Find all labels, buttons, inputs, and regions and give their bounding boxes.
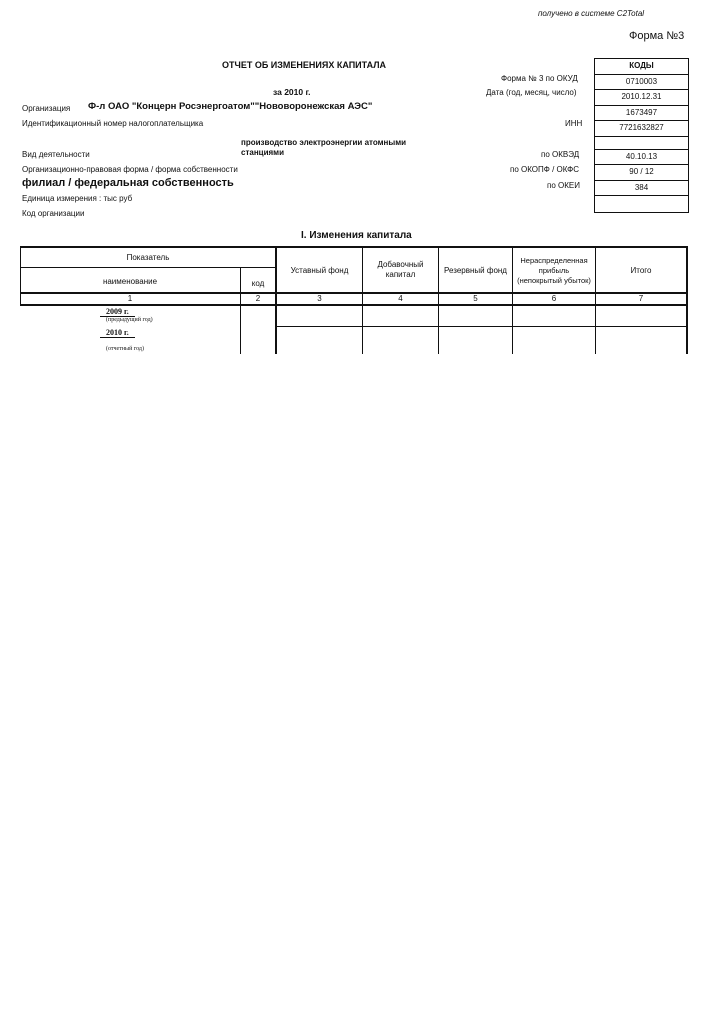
col-number-2: 2 (255, 294, 261, 303)
activity-line2: станциями (241, 148, 284, 157)
okei-code: 384 (595, 181, 688, 197)
row-previous-year (100, 307, 135, 317)
retained-earnings-header (513, 256, 595, 286)
retained-earnings-line1: Нераспределенная (520, 256, 588, 265)
col-number-4: 4 (398, 294, 403, 303)
okud-label: Форма № 3 по ОКУД (501, 74, 578, 83)
row-reporting-year-note: (отчетный год) (106, 346, 144, 352)
codes-box (594, 58, 689, 213)
additional-capital-line2: капитал (385, 270, 416, 279)
org-name: Ф-л ОАО "Концерн Росэнергоатом""Нововоронежская АЭС" (88, 101, 373, 112)
col-number-3: 3 (317, 294, 322, 303)
okei-label: по ОКЕИ (547, 181, 580, 190)
capital-changes-table (20, 246, 688, 354)
date-code: 2010.12.31 (595, 90, 688, 106)
col-number-1: 1 (127, 294, 133, 303)
total-header: Итого (630, 266, 652, 275)
additional-capital-header (363, 260, 438, 280)
org-label: Организация (22, 104, 71, 113)
legal-form-value: филиал / федеральная собственность (22, 177, 234, 189)
row-previous-year-value: 2009 г. (106, 307, 129, 316)
org-code-cell (595, 196, 688, 213)
reserve-fund-header: Резервный фонд (444, 266, 507, 275)
legal-form-label: Организационно-правовая форма / форма собственности (22, 165, 238, 174)
section-title: I. Изменения капитала (301, 230, 412, 241)
report-period: за 2010 г. (273, 87, 311, 97)
inn-code: 7721632827 (595, 121, 688, 137)
col-number-6: 6 (551, 294, 557, 303)
unit-label: Единица измерения : тыс руб (22, 194, 133, 203)
name-header: наименование (102, 277, 158, 286)
okopf-label: по ОКОПФ / ОКФС (510, 165, 579, 174)
col-number-7: 7 (638, 294, 644, 303)
row-reporting-year-value: 2010 г. (106, 328, 129, 337)
okud-code: 0710003 (595, 75, 688, 91)
okved-label: по ОКВЭД (541, 150, 580, 159)
activity-line1: производство электроэнергии атомными (241, 138, 407, 147)
additional-capital-line1: Добавочный (377, 260, 424, 269)
retained-earnings-line2: прибыль (538, 266, 570, 275)
row-reporting-year (100, 328, 135, 338)
form-number: Форма №3 (629, 30, 685, 42)
col-number-5: 5 (473, 294, 478, 303)
okopf-code: 90 / 12 (595, 165, 688, 181)
okpo-code: 1673497 (595, 106, 688, 122)
report-title: ОТЧЕТ ОБ ИЗМЕНЕНИЯХ КАПИТАЛА (222, 60, 387, 70)
org-code-label: Код организации (22, 209, 85, 218)
system-stamp: получено в системе C2Total (538, 9, 645, 18)
empty-code (595, 137, 688, 150)
inn-full-label: Идентификационный номер налогоплательщика (22, 119, 204, 128)
indicator-header: Показатель (126, 253, 170, 262)
code-header: код (251, 279, 265, 288)
activity-label: Вид деятельности (22, 150, 90, 159)
inn-label: ИНН (565, 119, 583, 128)
codes-header: КОДЫ (595, 59, 688, 75)
charter-fund-header: Уставный фонд (290, 266, 349, 275)
okved-code: 40.10.13 (595, 150, 688, 166)
retained-earnings-line3: (непокрытый убыток) (517, 276, 591, 285)
row-previous-year-note: (предыдущий год) (106, 317, 153, 323)
date-label: Дата (год, месяц, число) (486, 88, 577, 97)
